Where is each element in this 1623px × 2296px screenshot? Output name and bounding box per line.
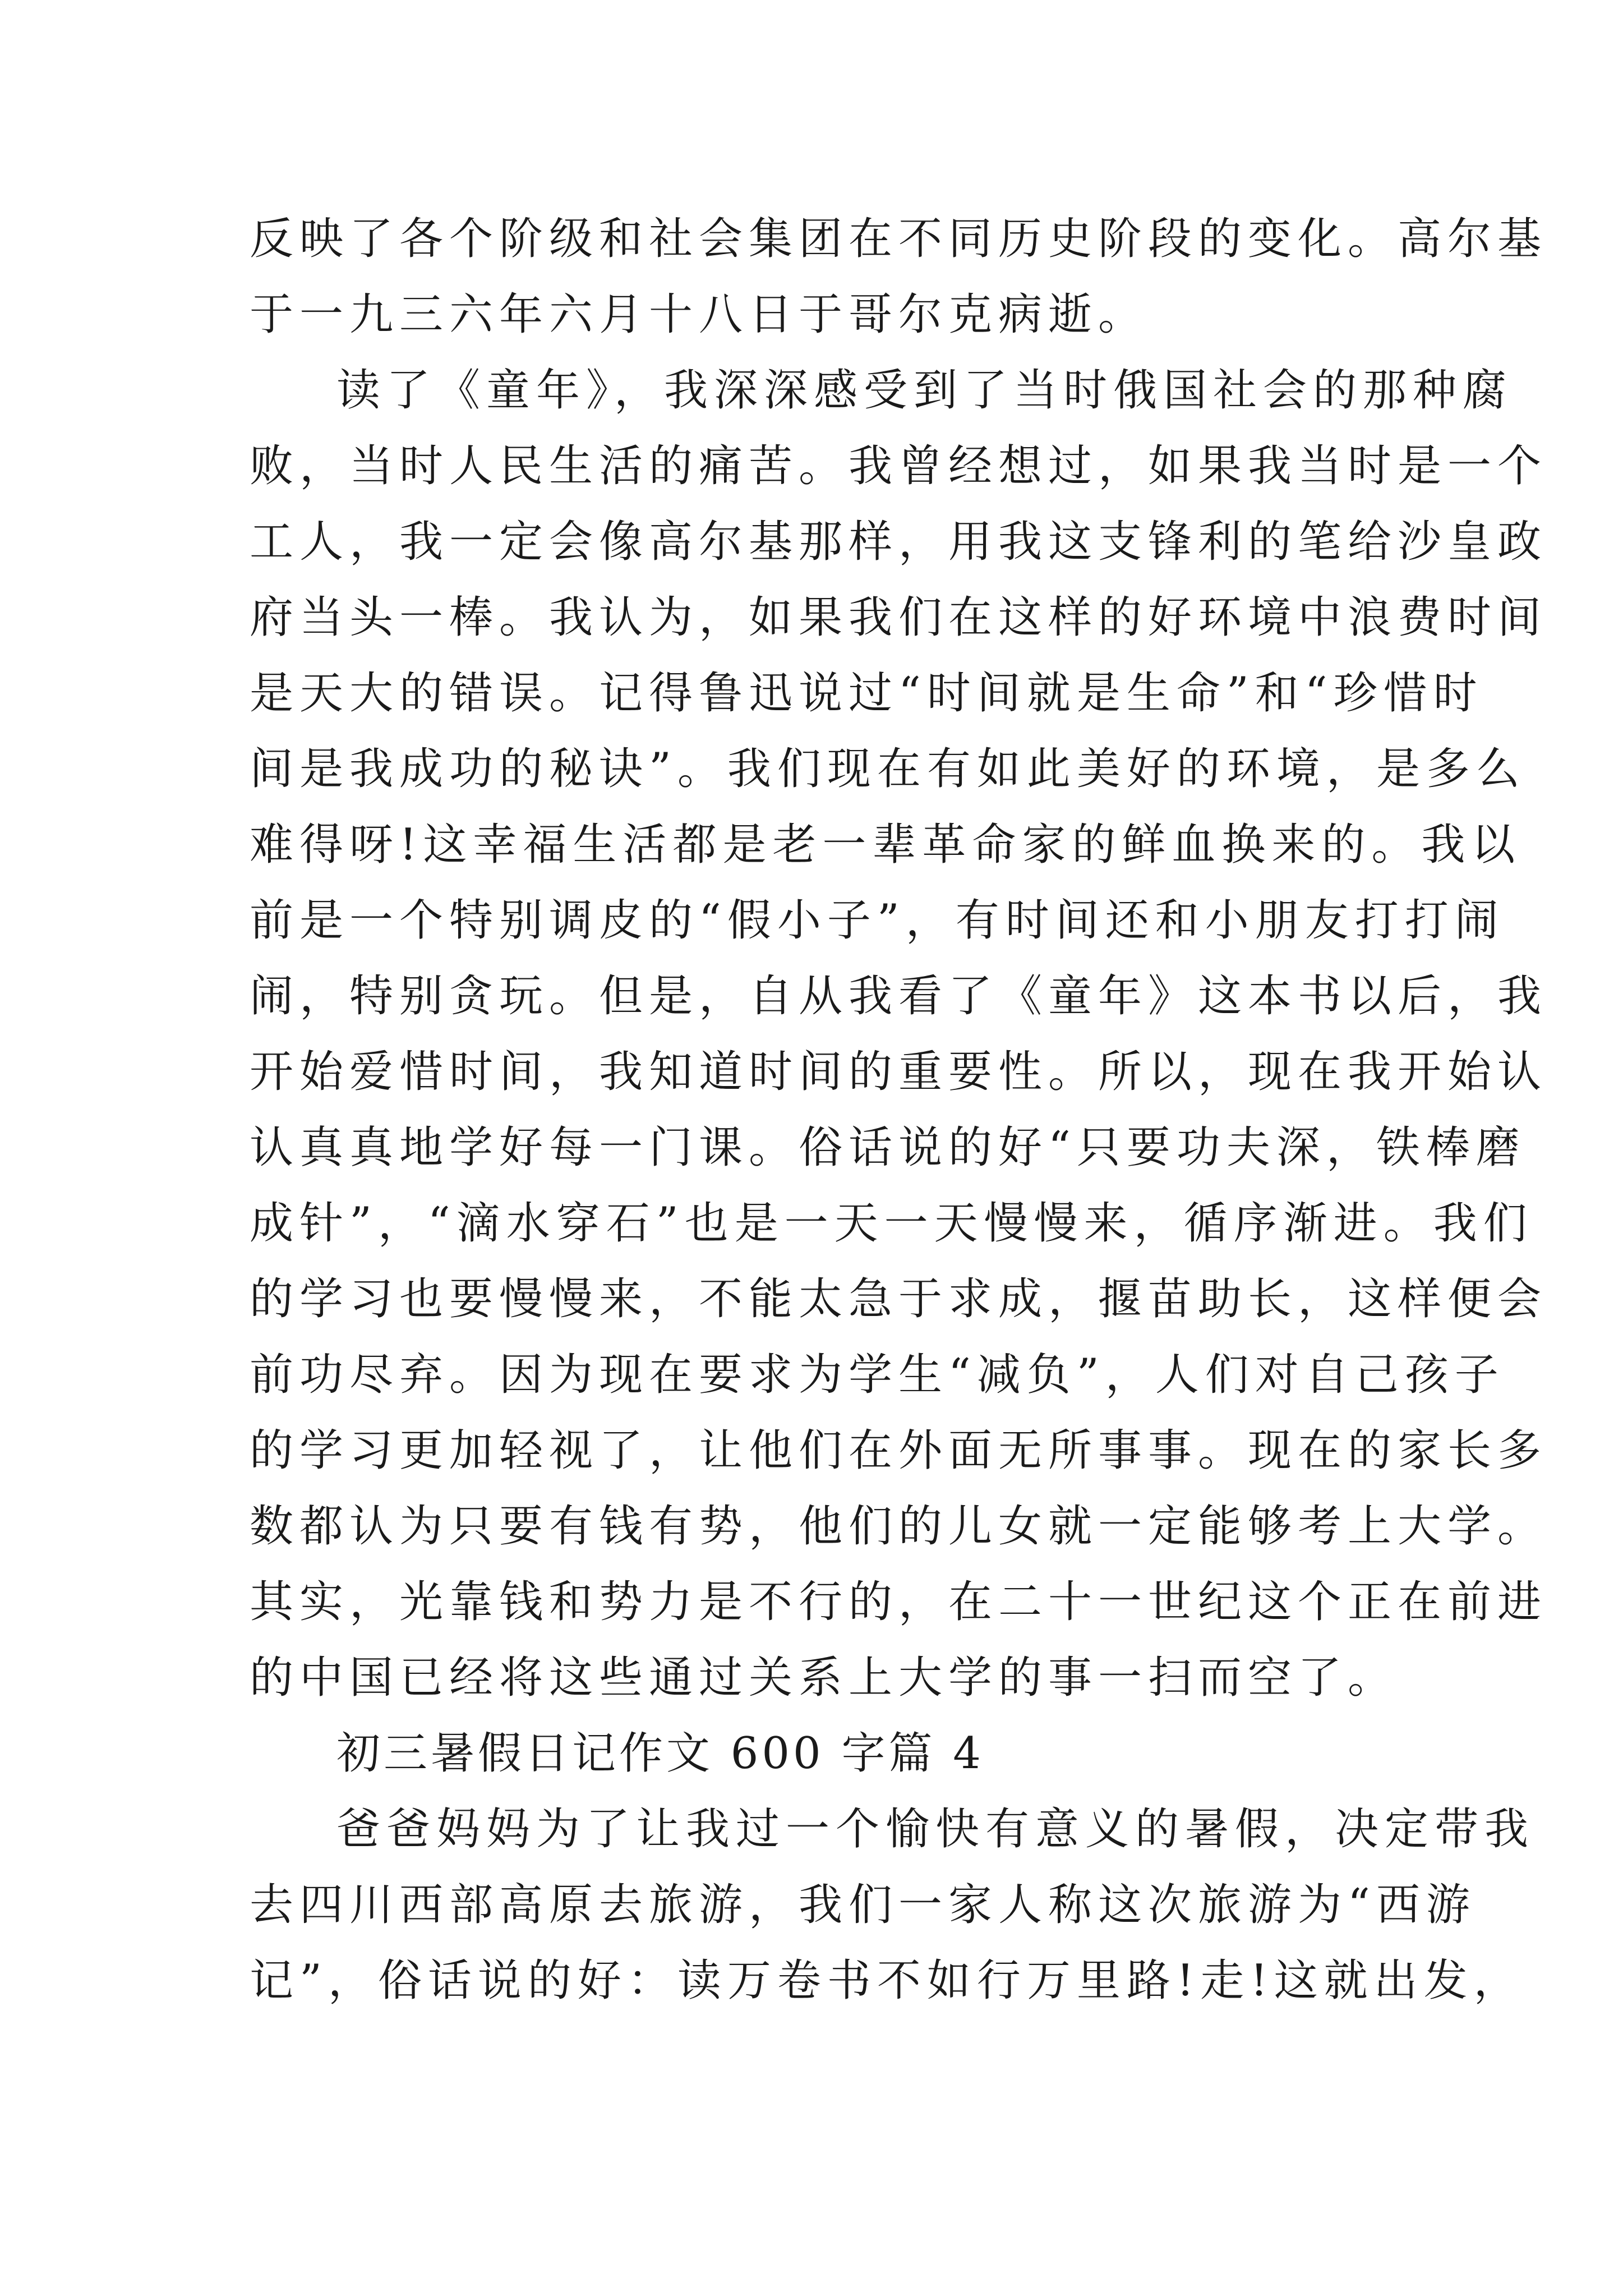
section-heading: 初三暑假日记作文 600 字篇 4 — [336, 1728, 984, 1779]
text-line: 成针”，“滴水穿石”也是一天一天慢慢来，循序渐进。我们 — [250, 1198, 1533, 1249]
text-line: 认真真地学好每一门课。俗话说的好“只要功夫深，铁棒磨 — [250, 1122, 1526, 1173]
text-line: 数都认为只要有钱有势，他们的儿女就一定能够考上大学。 — [250, 1501, 1548, 1552]
paragraph-start-line: 读了《童年》，我深深感受到了当时俄国社会的那种腐 — [336, 365, 1513, 416]
text-line: 间是我成功的秘诀”。我们现在有如此美好的环境，是多么 — [250, 744, 1526, 794]
text-line: 的学习更加轻视了，让他们在外面无所事事。现在的家长多 — [250, 1425, 1548, 1476]
text-line: 的中国已经将这些通过关系上大学的事一扫而空了。 — [250, 1653, 1398, 1703]
text-line: 府当头一棒。我认为，如果我们在这样的好环境中浪费时间 — [250, 592, 1548, 643]
text-line: 于一九三六年六月十八日于哥尔克病逝。 — [250, 289, 1149, 340]
text-line: 反映了各个阶级和社会集团在不同历史阶段的变化。高尔基 — [250, 214, 1548, 264]
text-line: 工人，我一定会像高尔基那样，用我这支锋利的笔给沙皇政 — [250, 517, 1548, 567]
text-line: 去四川西部高原去旅游，我们一家人称这次旅游为“西游 — [250, 1880, 1476, 1930]
text-line: 记”，俗话说的好：读万卷书不如行万里路!走!这就出发， — [250, 1955, 1524, 2006]
text-line: 闹，特别贪玩。但是，自从我看了《童年》这本书以后，我 — [250, 971, 1548, 1022]
paragraph-start-line: 爸爸妈妈为了让我过一个愉快有意义的暑假，决定带我 — [336, 1804, 1535, 1855]
text-line: 前是一个特别调皮的“假小子”，有时间还和小朋友打打闹 — [250, 895, 1505, 946]
text-line: 的学习也要慢慢来，不能太急于求成，揠苗助长，这样便会 — [250, 1274, 1548, 1324]
text-line: 前功尽弃。因为现在要求为学生“减负”，人们对自己孩子 — [250, 1350, 1505, 1400]
text-line: 败，当时人民生活的痛苦。我曾经想过，如果我当时是一个 — [250, 441, 1548, 491]
text-line: 难得呀!这幸福生活都是老一辈革命家的鲜血换来的。我以 — [250, 820, 1521, 870]
text-line: 是天大的错误。记得鲁迅说过“时间就是生命”和“珍惜时 — [250, 668, 1483, 719]
text-line: 其实，光靠钱和势力是不行的，在二十一世纪这个正在前进 — [250, 1577, 1548, 1627]
text-line: 开始爱惜时间，我知道时间的重要性。所以，现在我开始认 — [250, 1047, 1548, 1097]
